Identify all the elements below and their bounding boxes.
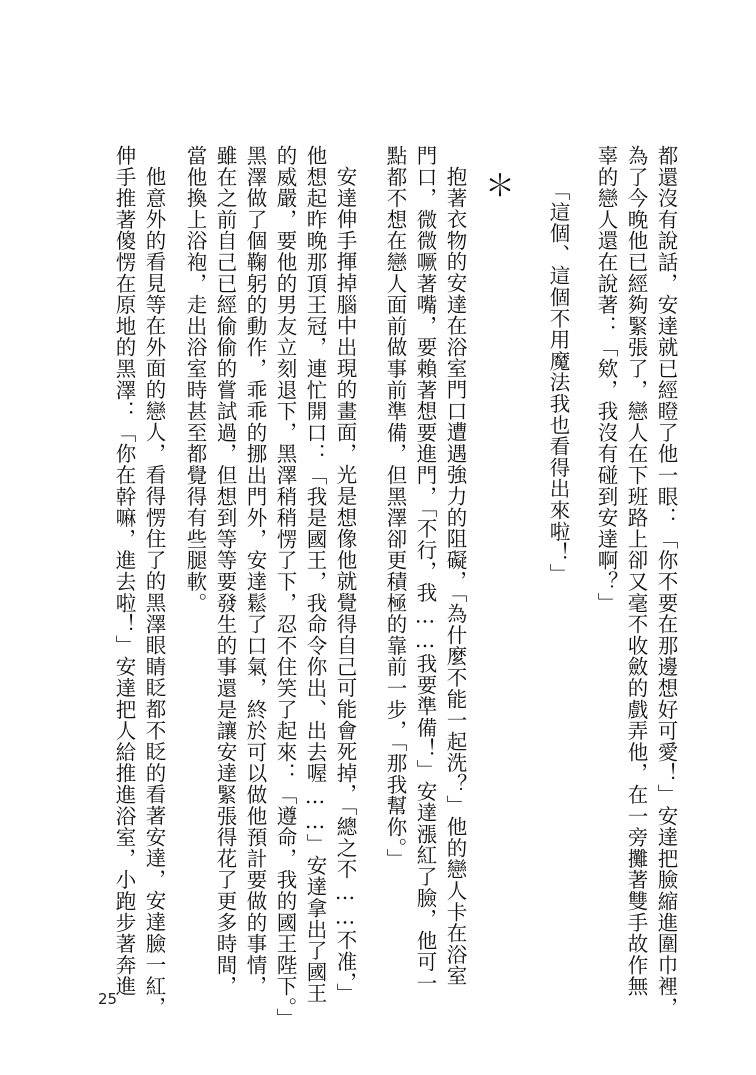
page-number: 25: [98, 990, 118, 1008]
section-break-asterisk: ＊: [485, 169, 515, 204]
text-column: 「這個、這個不用魔法我也看得出來啦！」: [546, 180, 570, 585]
text-column: 的威嚴，要他的男友立刻退下，黑澤稍稍愣了下，忍不住笑了起來：「遵命，我的國王陛下。」: [273, 145, 297, 1030]
text-column: 安達伸手揮掉腦中出現的畫面，光是想像他就覺得自己可能會死掉，「總之不……不准，」: [333, 166, 357, 1005]
text-column: 伸手推著傻愣在原地的黑澤：「你在幹嘛，進去啦！」安達把人給推進浴室，小跑步著奔進: [112, 145, 136, 997]
text-column: 他意外的看見等在外面的戀人，看得愣住了的黑澤眼睛眨都不眨的看著安達，安達臉一紅，: [142, 166, 166, 1018]
text-column: 為了今晚他已經夠緊張了，戀人在下班路上卻又毫不收斂的戲弄他，在一旁攤著雙手故作無: [624, 145, 648, 997]
text-column: 他想起昨晚那頂王冠，連忙開口：「我是國王，我命令你出、出去喔……」安達拿出了國王: [303, 145, 327, 1004]
text-column: 抱著衣物的安達在浴室門口遭遇強力的阻礙，「為什麼不能一起洗？」他的戀人卡在浴室: [443, 166, 467, 987]
text-column: 點都不想在戀人面前做事前準備，但黑澤卻更積極的靠前一步，「那我幫你。」: [383, 145, 407, 870]
text-column: 當他換上浴袍，走出浴室時甚至都覺得有些腿軟。: [183, 145, 207, 614]
text-column: 辜的戀人還在說著：「欸，我沒有碰到安達啊？」: [594, 145, 618, 614]
text-column: 門口，微微噘著嘴，要賴著想要進門，「不行，我……我要準備！」安達漲紅了臉，他可一: [413, 145, 437, 994]
text-column: 雖在之前自己已經偷偷的嘗試過，但想到等等要發生的事還是讓安達緊張得花了更多時間，: [213, 145, 237, 997]
text-column: 黑澤做了個鞠躬的動作，乖乖的挪出門外，安達鬆了口氣，終於可以做他預計要做的事情，: [243, 145, 267, 997]
text-column: 都還沒有說話，安達就已經瞪了他一眼：「你不要在那邊想好可愛！」安達把臉縮進圍巾裡，: [654, 145, 678, 1019]
